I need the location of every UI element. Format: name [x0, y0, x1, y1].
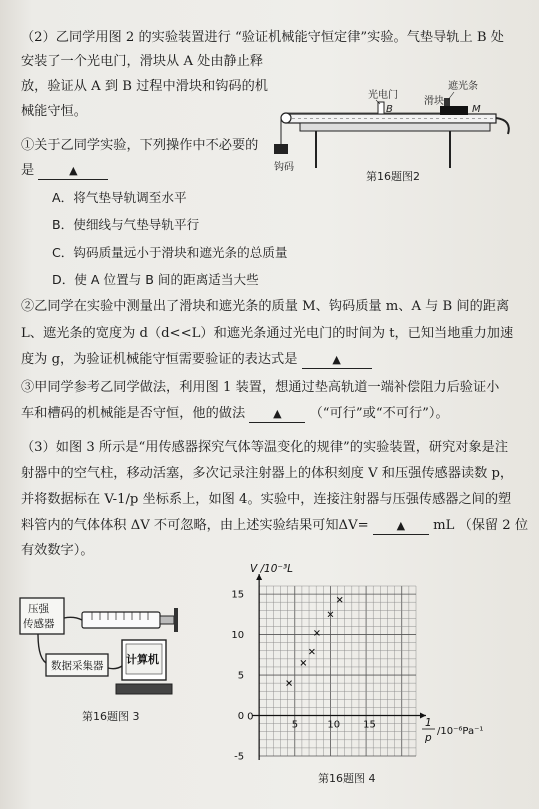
point-b-label: B: [386, 104, 393, 115]
y-tick-label: 0: [237, 711, 245, 723]
photogate: [378, 102, 384, 114]
figure-3-caption: 第16题图 3: [82, 710, 140, 723]
question3-line1: ③甲同学参考乙同学做法，利用图 1 装置，想通过垫高轨道一端补偿阻力后验证小: [21, 380, 500, 395]
x-tick-label: 10: [327, 719, 341, 731]
figure-2-air-track: [268, 78, 520, 188]
x-axis-label-numerator: 1: [425, 717, 432, 729]
part3-line1: （3）如图 3 所示是“用传感器探究气体等温变化的规律”的实验装置，研究对象是注: [21, 440, 509, 455]
option-b: B．使细线与气垫导轨平行: [52, 217, 200, 232]
y-tick-label: 5: [237, 670, 245, 682]
question2-line1: ②乙同学在实验中测量出了滑块和遮光条的质量 M、钩码质量 m、A 与 B 间的距离: [21, 299, 510, 314]
slider: [440, 106, 468, 115]
computer-label: 计算机: [126, 653, 159, 666]
y-tick-label: 10: [231, 630, 245, 642]
x-tick-label: 5: [291, 719, 299, 731]
y-axis-label: V /10⁻³L: [250, 563, 294, 575]
part3-line2: 射器中的空气柱，移动活塞，多次记录注射器上的体积刻度 V 和压强传感器读数 p，: [21, 466, 514, 481]
data-point: [301, 660, 306, 665]
part2-line3: 放，验证从 A 到 B 过程中滑块和钩码的机: [21, 79, 268, 94]
question3-line2: 车和槽码的机械能是否守恒，他的做法 ▲ （“可行”或“不可行”）。: [21, 406, 449, 421]
sensor-label-line2: 传感器: [23, 618, 55, 630]
answer-blank-3: ▲: [249, 406, 305, 423]
figure-4-chart: [226, 560, 526, 790]
origin-label: 0: [247, 711, 254, 723]
part3-line5: 有效数字）。: [21, 543, 94, 558]
option-c: C．钩码质量远小于滑块和遮光条的总质量: [52, 245, 288, 260]
part3-line3: 并将数据标在 V-1/p 坐标系上，如图 4。实验中，连接注射器与压强传感器之间的塑: [21, 492, 512, 507]
x-axis-label-denominator: p: [425, 732, 432, 744]
question1-stem-end: [21, 163, 108, 180]
part2-line4: 械能守恒。: [21, 104, 87, 119]
answer-blank-2: ▲: [302, 352, 372, 369]
option-d: D．使 A 位置与 B 间的距离适当大些: [52, 272, 259, 287]
question2-line3: 度为 g，为验证机械能守恒需要验证的表达式是 ▲: [21, 352, 372, 369]
x-axis-label-unit: /10⁻⁶Pa⁻¹: [437, 726, 484, 737]
figure-4-caption: 第16题图 4: [318, 772, 376, 785]
part3-line4: 料管内的气体体积 ΔV 不可忽略，由上述实验结果可知ΔV= ▲ mL （保留 2 位: [21, 518, 529, 533]
data-point: [309, 649, 314, 654]
question1-tail: 是: [21, 163, 35, 178]
option-a: A．将气垫导轨调至水平: [52, 190, 187, 205]
part2-line2: 安装了一个光电门，滑块从 A 处由静止释: [21, 54, 264, 69]
data-point: [337, 597, 342, 602]
weight-label: 钩码: [274, 162, 294, 173]
question1-stem: ①关于乙同学实验，下列操作中不必要的: [21, 138, 259, 153]
chart-ticks: [231, 590, 375, 763]
photogate-label: 光电门: [368, 90, 398, 101]
figure-2-caption: 第16题图2: [366, 170, 420, 183]
x-tick-label: 15: [363, 719, 376, 731]
mass-m-label: M: [472, 104, 481, 115]
collector-label: 数据采集器: [51, 660, 104, 672]
part2-line1: （2）乙同学用图 2 的实验装置进行 “验证机械能守恒定律”实验。气垫导轨上 B 处: [21, 30, 504, 45]
hanging-weight: [274, 144, 288, 154]
figure-3-sensor-setup: [18, 590, 218, 730]
question2-line2: L、遮光条的宽度为 d（d<<L）和遮光条通过光电门的时间为 t，已知当地重力加速: [21, 326, 514, 341]
y-tick-label: -5: [234, 751, 245, 763]
y-tick-label: 15: [231, 589, 245, 601]
sensor-label-line1: 压强: [28, 603, 49, 615]
shade-label: 遮光条: [448, 81, 478, 92]
answer-blank-4: ▲: [373, 518, 429, 535]
answer-blank-1: ▲: [38, 163, 108, 180]
slider-label: 滑块: [424, 96, 444, 107]
